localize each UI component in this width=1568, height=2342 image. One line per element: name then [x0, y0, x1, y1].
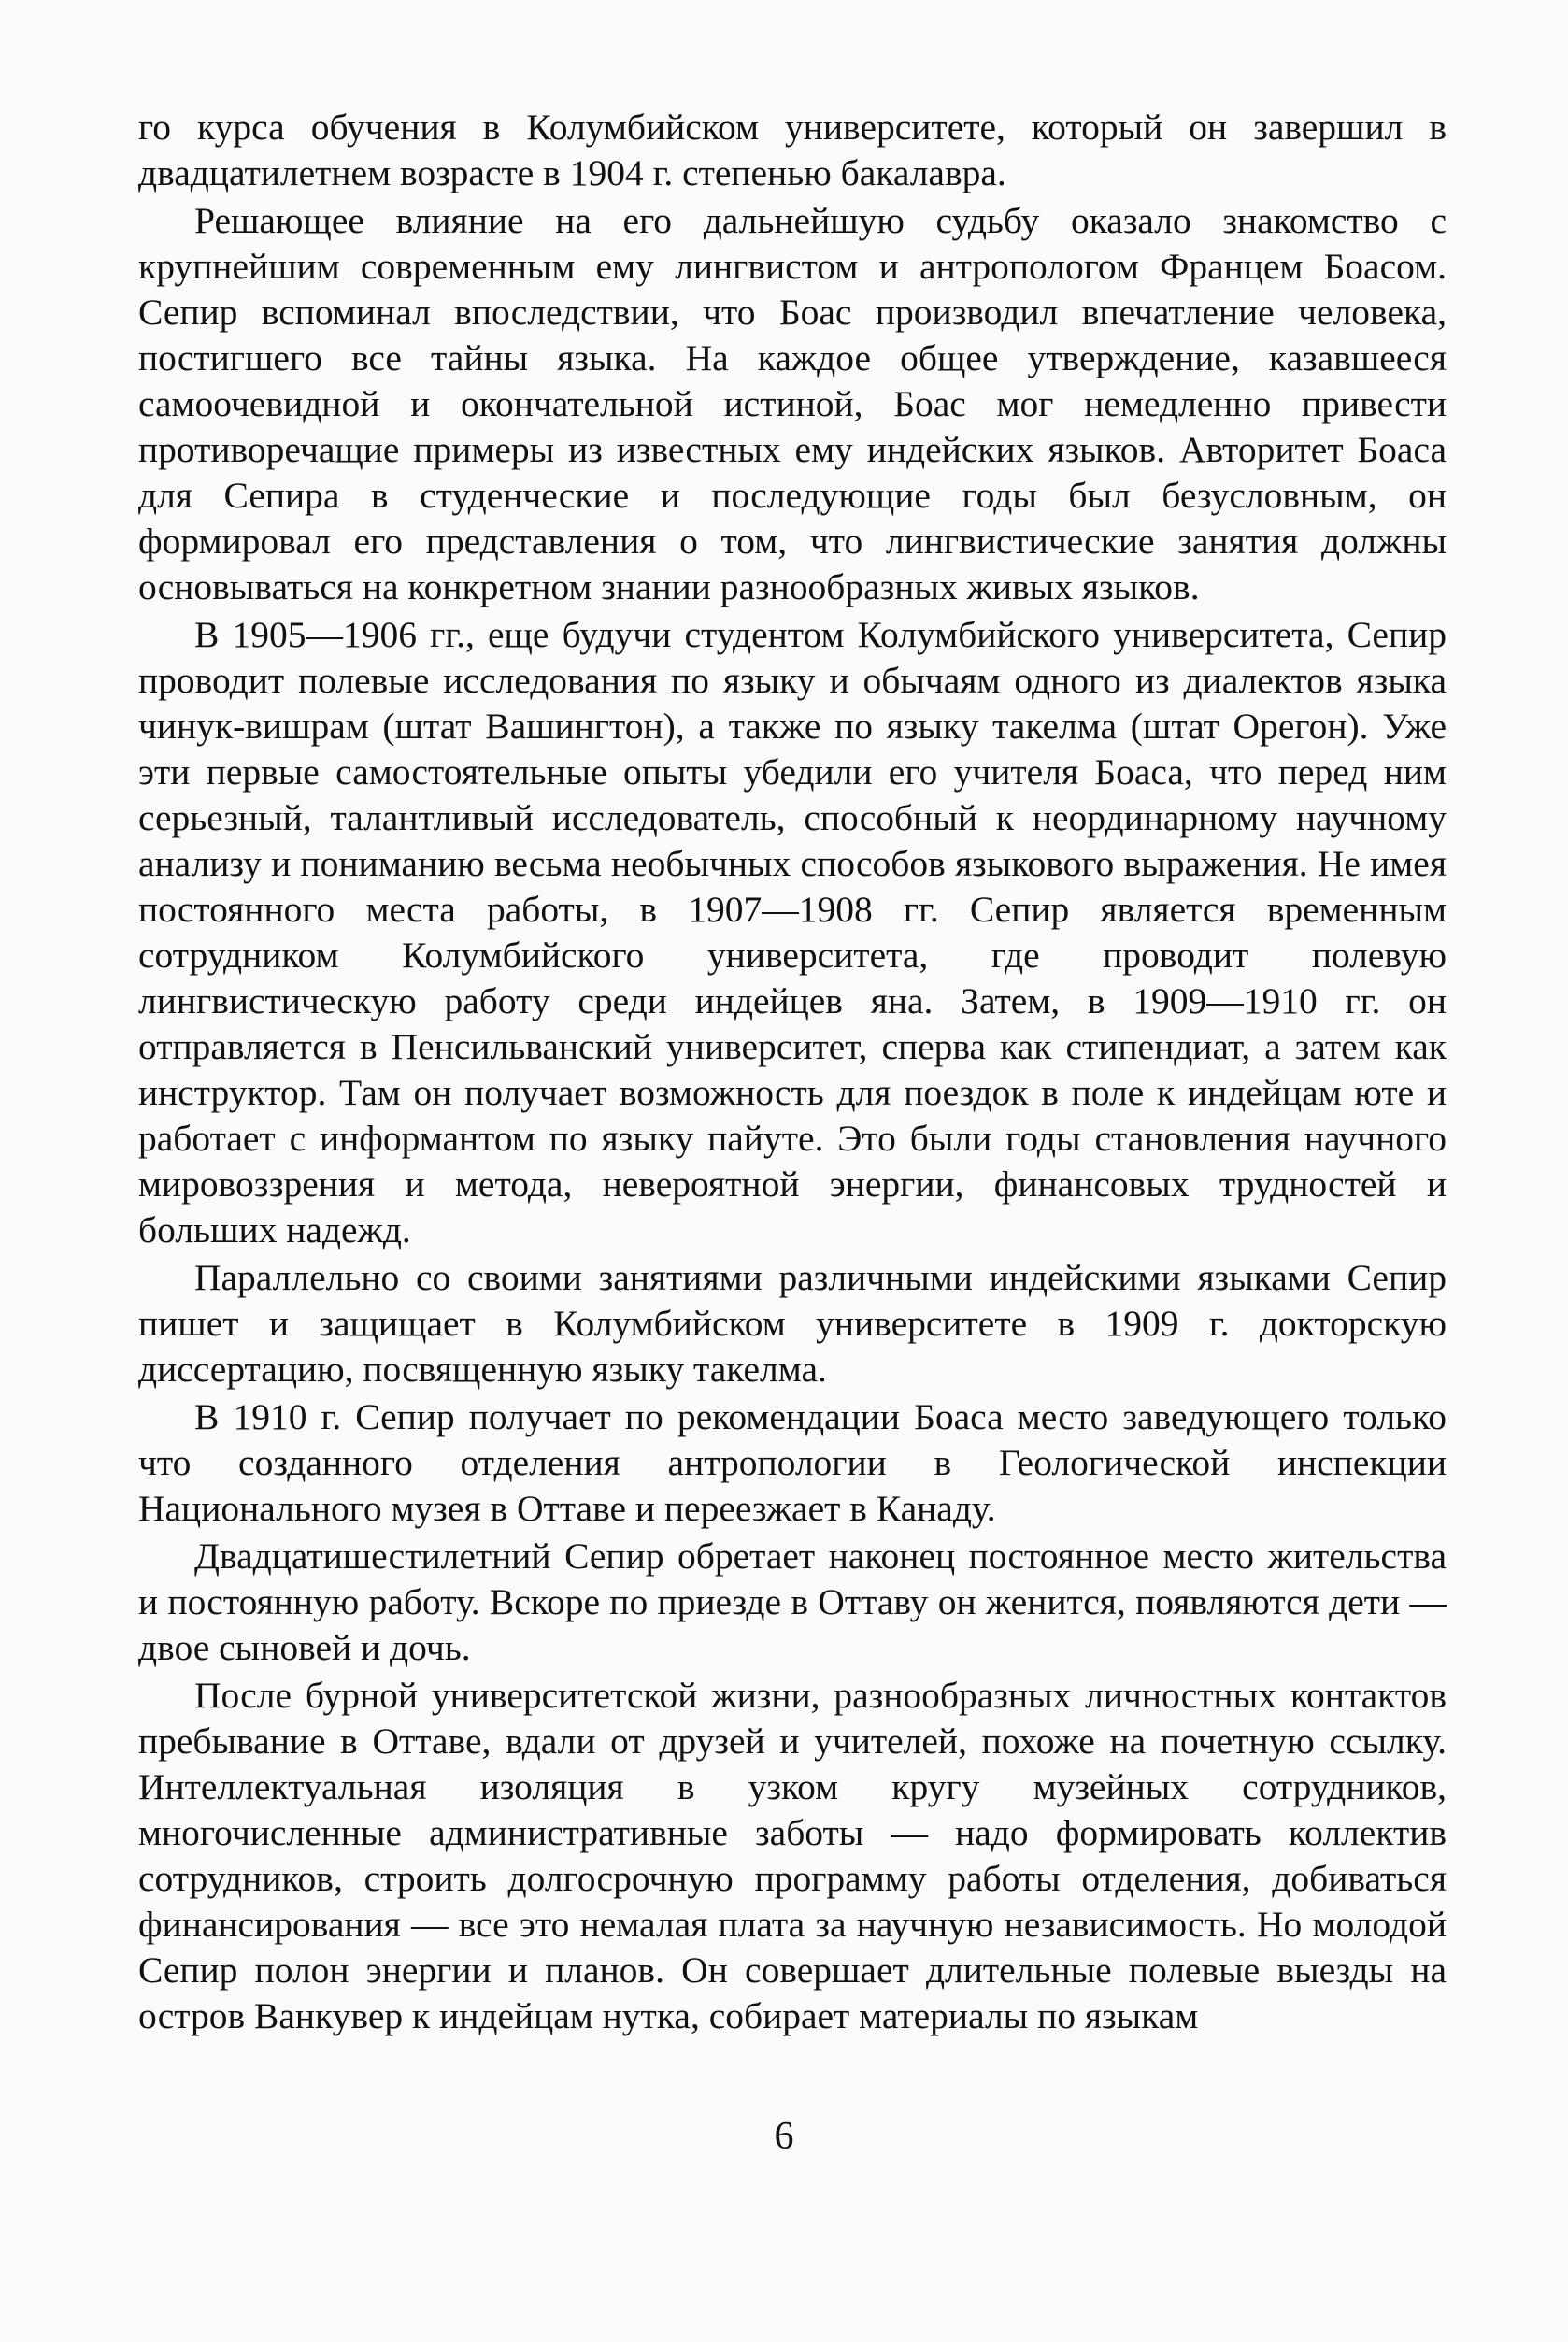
page-number: 6	[774, 2115, 794, 2158]
paragraph-continuation: го курса обучения в Колумбийском университете, который он завершил в двадцатилетнем возрасте в 1904 г. степенью бакалавра.	[138, 107, 1447, 193]
paragraph-family: Двадцатишестилетний Сепир обретает наконец постоянное место жительства и постоянную работу. Вскоре по приезде в Оттаву он женится, появляются дети — двое сыновей и дочь.	[138, 1535, 1447, 1668]
paragraph-dissertation: Параллельно со своими занятиями различными индейскими языками Сепир пишет и защищает в Колумбийском университете в 1909 г. докторскую диссертацию, посвященную языку такелма.	[138, 1257, 1447, 1390]
body-text	[138, 105, 1447, 2041]
paragraph-ottawa-life: После бурной университетской жизни, разнообразных личностных контактов пребывание в Оттаве, вдали от друзей и учителей, похоже на почетную ссылку. Интеллектуальная изоляция в узком кругу музейных сотрудников, многочисленные административные заботы — надо формировать коллектив сотрудников, строить долгосрочную программу работы отделения, добиваться финансирования — все это немалая плата за научную независимость. Но молодой Сепир полон энергии и планов. Он совершает длительные полевые выезды на остров Ванкувер к индейцам нутка, собирает материалы по языкам	[138, 1675, 1447, 2036]
paragraph-boas-influence: Решающее влияние на его дальнейшую судьбу оказало знакомство с крупнейшим современным ему лингвистом и антропологом Францем Боасом. Сепир вспоминал впоследствии, что Боас производил впечатление человека, постигшего все тайны языка. На каждое общее утверждение, казавшееся самоочевидной и окончательной истиной, Боас мог немедленно привести противоречащие примеры из известных ему индейских языков. Авторитет Боаса для Сепира в студенческие и последующие годы был безусловным, он формировал его представления о том, что лингвистические занятия должны основываться на конкретном знании разнообразных живых языков.	[138, 200, 1447, 607]
paragraph-ottawa-appointment: В 1910 г. Сепир получает по рекомендации Боаса место заведующего только что созданного отделения антропологии в Геологической инспекции Национального музея в Оттаве и переезжает в Канаду.	[138, 1396, 1447, 1529]
paragraph-field-research: В 1905—1906 гг., еще будучи студентом Колумбийского университета, Сепир проводит полевые исследования по языку и обычаям одного из диалектов языка чинук-вишрам (штат Вашингтон), а также по языку такелма (штат Орегон). Уже эти первые самостоятельные опыты убедили его учителя Боаса, что перед ним серьезный, талантливый исследователь, способный к неординарному научному анализу и пониманию весьма необычных способов языкового выражения. Не имея постоянного места работы, в 1907—1908 гг. Сепир является временным сотрудником Колумбийского университета, где проводит полевую лингвистическую работу среди индейцев яна. Затем, в 1909—1910 гг. он отправляется в Пенсильванский университет, сперва как стипендиат, а затем как инструктор. Там он получает возможность для поездок в поле к индейцам юте и работает с информантом по языку пайуте. Это были годы становления научного мировоззрения и метода, невероятной энергии, финансовых трудностей и больших надежд.	[138, 614, 1447, 1250]
